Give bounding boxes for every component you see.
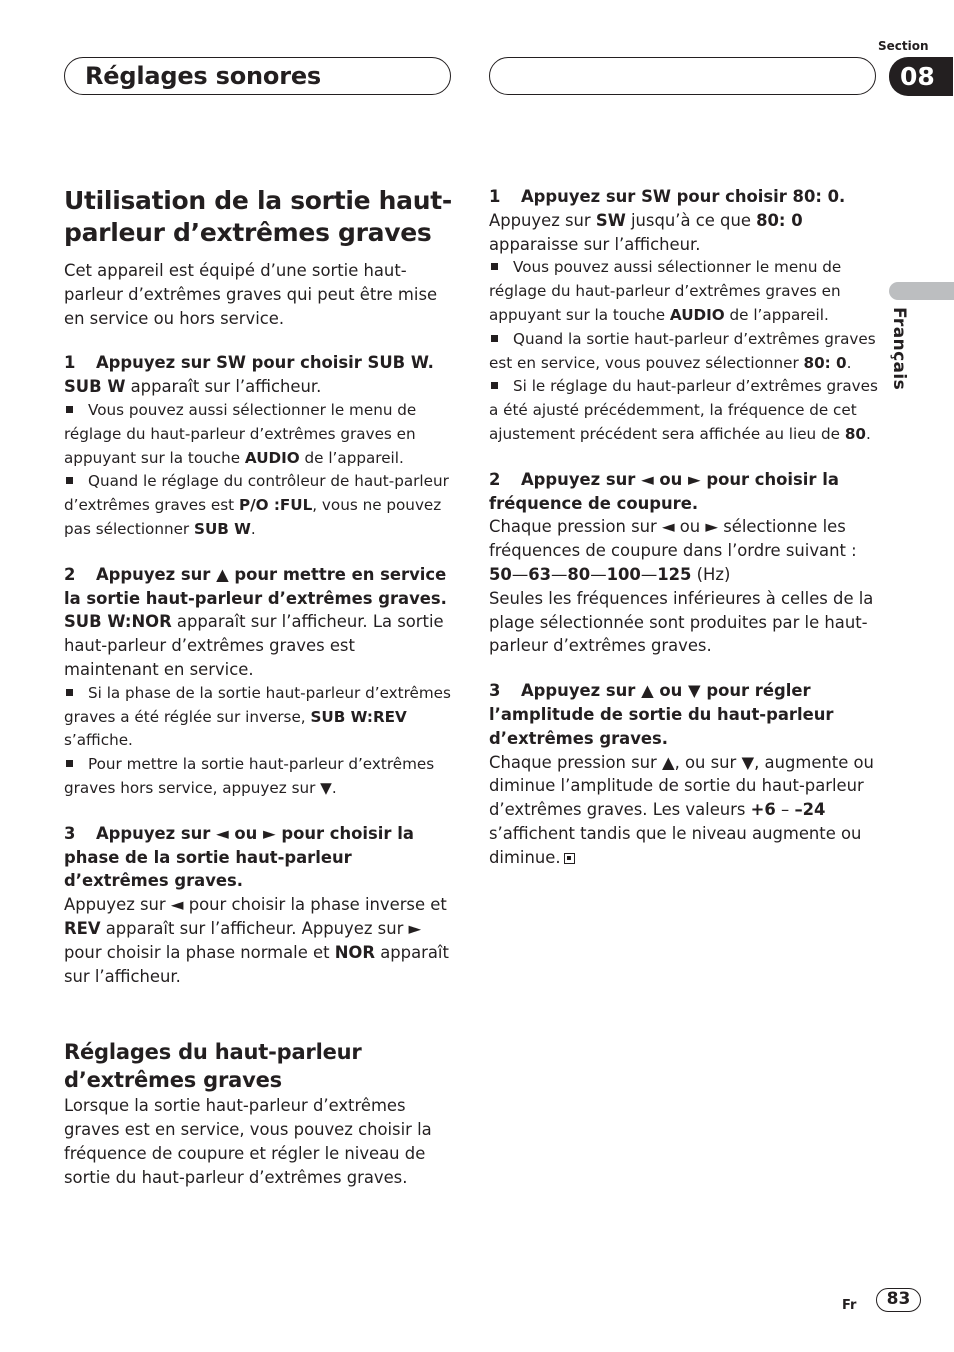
- intro-paragraph: Cet appareil est équipé d’une sortie haut-parleur d’extrêmes graves qui peut être mise en service ou hors service.: [64, 261, 438, 328]
- language-tab-marker: [889, 282, 954, 300]
- bullet-icon: [489, 383, 501, 391]
- section-label: Section: [878, 39, 929, 53]
- r-step-2-body-2: Seules les fréquences inférieures à celles de la plage sélectionnée sont produites par le haut-parleur d’extrêmes graves.: [489, 588, 874, 656]
- bullet-icon: [489, 264, 501, 272]
- freq-unit: (Hz): [691, 564, 731, 584]
- r-step-2-title: 2 Appuyez sur ◄ ou ► pour choisir la fréquence de coupure.: [489, 469, 839, 513]
- language-text: Français: [889, 307, 909, 391]
- freq-value: 63: [528, 564, 552, 584]
- step-1-title: 1 Appuyez sur SW pour choisir SUB W.: [64, 353, 434, 373]
- freq-value: 50: [489, 564, 512, 584]
- r-step-3-body: Chaque pression sur ▲, ou sur ▼, augmente ou diminue l’amplitude de sortie du haut-parleur d’extrêmes graves. Les valeurs +6 – –24 s’affichent tandis que le niveau augmente ou diminue.: [489, 752, 874, 867]
- bullet-icon: [64, 690, 76, 698]
- r-step-3-title: 3 Appuyez sur ▲ ou ▼ pour régler l’amplitude de sortie du haut-parleur d’extrêmes graves.: [489, 681, 834, 748]
- freq-value: 100: [606, 564, 641, 584]
- sub-heading: Réglages du haut-parleur d’extrêmes graves: [64, 1040, 362, 1093]
- page-number: 83: [876, 1288, 921, 1312]
- step-2-title: 2 Appuyez sur ▲ pour mettre en service la sortie haut-parleur d’extrêmes graves.: [64, 564, 447, 608]
- sub-intro-paragraph: Lorsque la sortie haut-parleur d’extrêmes graves est en service, vous pouvez choisir la fréquence de coupure et régler le niveau de sortie du haut-parleur d’extrêmes graves.: [64, 1096, 432, 1187]
- freq-dash: —: [511, 564, 529, 584]
- step-3-title: 3 Appuyez sur ◄ ou ► pour choisir la phase de la sortie haut-parleur d’extrêmes graves.: [64, 823, 414, 891]
- step-2-note-1: Si la phase de la sortie haut-parleur d’extrêmes graves a été réglée sur inverse, SUB W:REV s’affiche.: [64, 683, 451, 750]
- freq-dash: —: [551, 564, 568, 584]
- left-column: [64, 185, 454, 1190]
- step-1-note-2: Quand le réglage du contrôleur de haut-parleur d’extrêmes graves est P/O :FUL, vous ne pouvez pas sélectionner SUB W.: [64, 472, 449, 538]
- chapter-title: Réglages sonores: [85, 62, 322, 90]
- bullet-icon: [64, 761, 76, 769]
- step-2-note-2: Pour mettre la sortie haut-parleur d’extrêmes graves hors service, appuyez sur ▼.: [64, 755, 435, 797]
- end-of-section-icon: [564, 853, 575, 864]
- freq-dash: —: [590, 564, 607, 584]
- r-step-1-note-1: Vous pouvez aussi sélectionner le menu de réglage du haut-parleur d’extrêmes graves en appuyant sur la touche AUDIO de l’appareil.: [489, 258, 842, 324]
- step-2-body: SUB W:NOR apparaît sur l’afficheur. La sortie haut-parleur d’extrêmes graves est maintenant en service.: [64, 612, 444, 679]
- r-step-1-note-2: Quand la sortie haut-parleur d’extrêmes graves est en service, vous pouvez sélectionner 80: 0.: [489, 329, 876, 372]
- frequency-sequence: [489, 563, 879, 587]
- step-1-body: SUB W apparaît sur l’afficheur.: [64, 377, 322, 397]
- footer-language-code: Fr: [842, 1298, 857, 1313]
- header-title-box: [64, 57, 451, 95]
- r-step-1-title: 1 Appuyez sur SW pour choisir 80: 0.: [489, 187, 846, 206]
- freq-value: 80: [567, 564, 591, 584]
- right-column: [489, 185, 879, 870]
- language-side-label: [889, 307, 933, 397]
- section-heading: Utilisation de la sortie haut-parleur d’extrêmes graves: [64, 186, 452, 247]
- bullet-icon: [64, 478, 76, 486]
- header-empty-box: [489, 57, 876, 95]
- bullet-icon: [64, 407, 76, 415]
- step-3-body: Appuyez sur ◄ pour choisir la phase inverse et REV apparaît sur l’afficheur. Appuyez sur ► pour choisir la phase normale et NOR apparaît sur l’afficheur.: [64, 895, 449, 986]
- freq-value: 125: [657, 564, 692, 584]
- step-1-note-1: Vous pouvez aussi sélectionner le menu de réglage du haut-parleur d’extrêmes graves en appuyant sur la touche AUDIO de l’appareil.: [64, 400, 417, 467]
- freq-dash: —: [640, 564, 658, 584]
- r-step-1-body: Appuyez sur SW jusqu’à ce que 80: 0 apparaisse sur l’afficheur.: [489, 210, 803, 254]
- r-step-2-body: Chaque pression sur ◄ ou ► sélectionne les fréquences de coupure dans l’ordre suivant :: [489, 517, 857, 561]
- section-number-badge: 08: [889, 57, 953, 96]
- bullet-icon: [489, 336, 501, 344]
- r-step-1-note-3: Si le réglage du haut-parleur d’extrêmes graves a été ajusté précédemment, la fréquence de cet ajustement précédent sera affichée au lieu de 80.: [489, 377, 878, 443]
